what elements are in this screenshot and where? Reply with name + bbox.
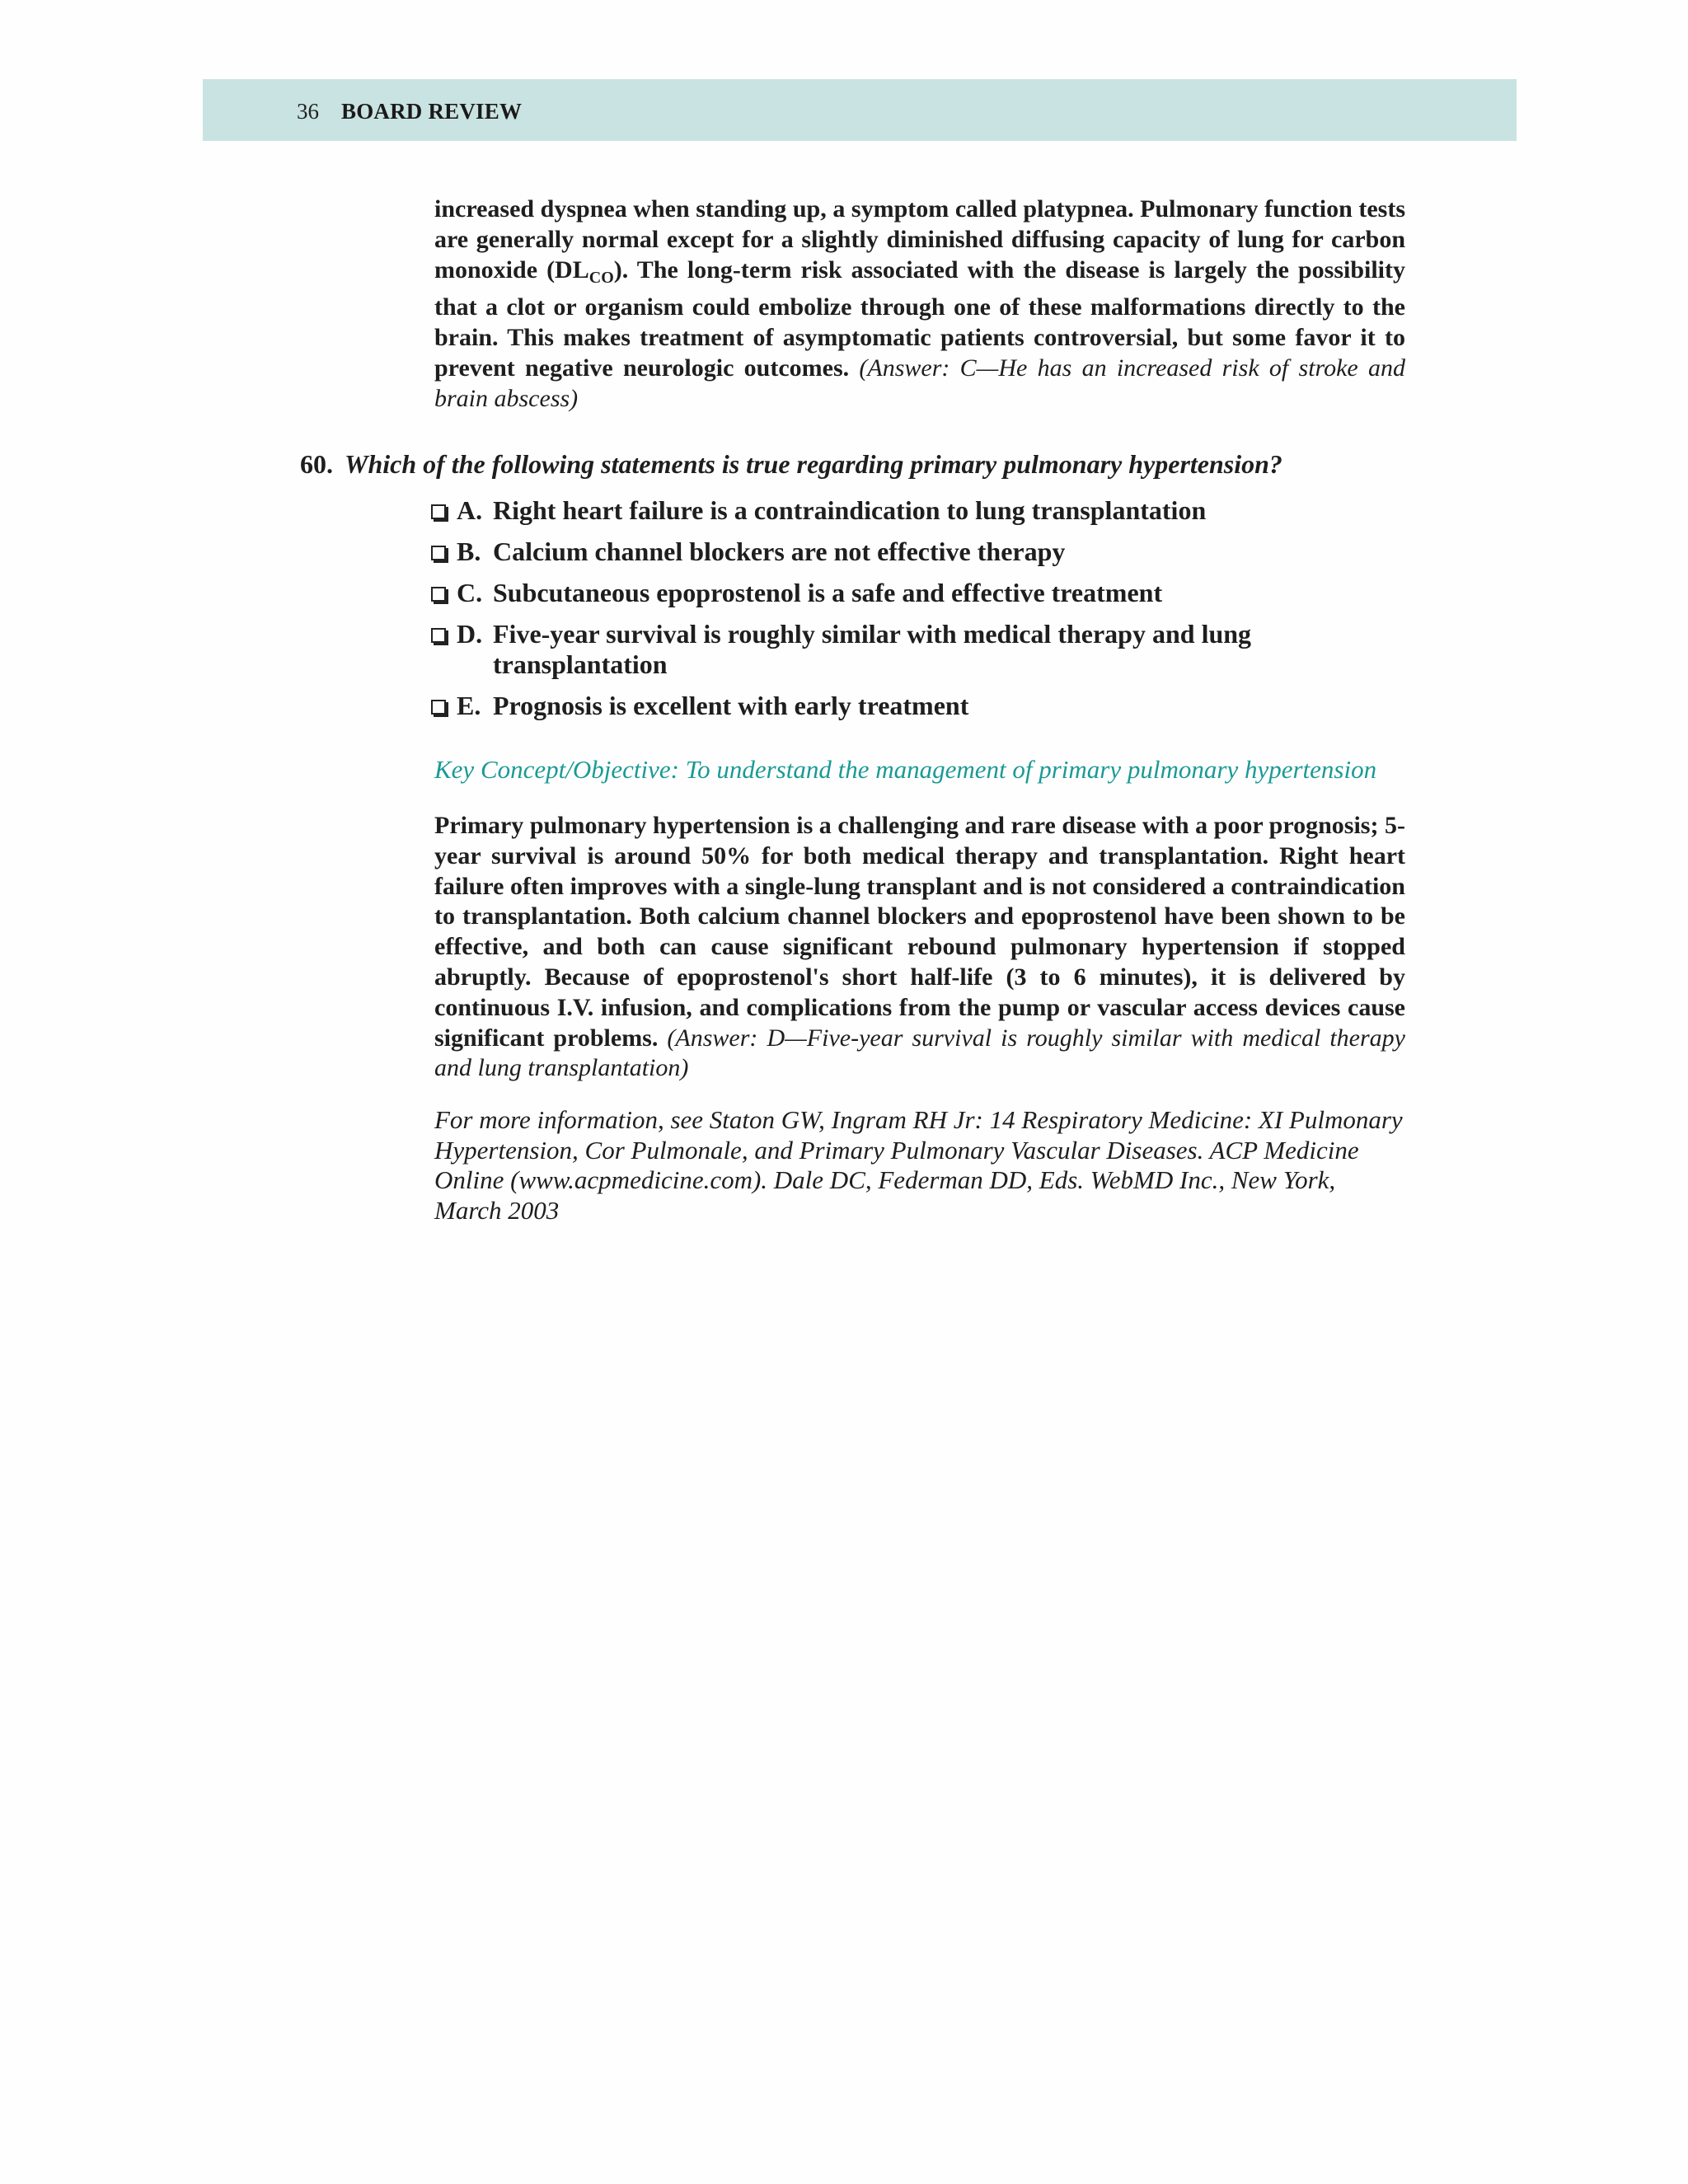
checkbox-icon[interactable]: [431, 628, 446, 643]
dlco-subscript: CO: [588, 268, 614, 287]
option-text: Right heart failure is a contraindication to lung transplantation: [493, 495, 1207, 525]
page-number: 36: [297, 99, 319, 124]
explanation-text-part1: increased dyspnea when standing up, a symptom called platypnea. Pulmonary function tests are generally normal except for a slightly diminished diffusing capacity of lung for carbon monoxide (DL: [434, 195, 1405, 284]
reference-citation: For more information, see Staton GW, Ingram RH Jr: 14 Respiratory Medicine: XI Pulmonary Hypertension, Cor Pulmonale, and Primary Pulmonary Vascular Diseases. ACP Medicine Online (www.acpmedicine.com). Dale DC, Federman DD, Eds. WebMD Inc., New York, March 2003: [434, 1105, 1403, 1225]
answer-options: [431, 495, 1420, 732]
option-letter: E.: [457, 691, 481, 720]
option-b[interactable]: [431, 537, 1420, 567]
previous-answer: (Answer: C—He has an increased risk of stroke and brain abscess): [434, 354, 1405, 412]
key-concept: Key Concept/Objective: To understand the management of primary pulmonary hypertension: [434, 755, 1377, 784]
running-title: BOARD REVIEW: [341, 99, 523, 124]
option-text: Calcium channel blockers are not effective therapy: [493, 537, 1066, 566]
option-c[interactable]: [431, 578, 1420, 608]
correct-answer: (Answer: D—Five-year survival is roughly similar with medical therapy and lung transplantation): [434, 1024, 1405, 1082]
previous-explanation-paragraph: [434, 194, 1405, 415]
running-header: [203, 79, 1517, 141]
checkbox-icon[interactable]: [431, 504, 446, 519]
option-text: Prognosis is excellent with early treatment: [493, 691, 969, 720]
option-letter: A.: [457, 495, 483, 525]
explanation-text-part2: ). The long-term risk associated with the disease is largely the possibility that a clot or organism could embolize through one of these malformations directly to the brain. This makes treatment of asymptomatic patients controversial, but some favor it to prevent negative neurologic outcomes.: [434, 255, 1406, 382]
option-letter: D.: [457, 619, 483, 649]
checkbox-icon[interactable]: [431, 587, 446, 602]
option-letter: B.: [457, 537, 481, 566]
question-number: 60.: [300, 449, 333, 479]
explanation-text: Primary pulmonary hypertension is a challenging and rare disease with a poor prognosis; 5-year survival is around 50% for both medical therapy and transplantation. Right heart failure often improves with a single-lung transplant and is not considered a contraindication to transplantation. Both calcium channel blockers and epoprostenol have been shown to be effective, and both can cause significant rebound pulmonary hypertension if stopped abruptly. Because of epoprostenol's short half-life (3 to 6 minutes), it is delivered by continuous I.V. infusion, and complications from the pump or vascular access devices cause significant problems.: [434, 812, 1405, 1052]
option-e[interactable]: [431, 691, 1420, 721]
question-text: Which of the following statements is true regarding primary pulmonary hypertension?: [345, 449, 1282, 479]
option-a[interactable]: [431, 495, 1420, 526]
option-text: Five-year survival is roughly similar with medical therapy and lung transplantation: [493, 619, 1252, 679]
checkbox-icon[interactable]: [431, 546, 446, 560]
previous-answer-section: [434, 194, 1405, 415]
answer-explanation-section: [434, 811, 1405, 1084]
question-60: [300, 448, 1454, 480]
option-text: Subcutaneous epoprostenol is a safe and effective treatment: [493, 578, 1163, 607]
explanation-paragraph: [434, 811, 1405, 1084]
checkbox-icon[interactable]: [431, 700, 446, 715]
option-d[interactable]: [431, 619, 1420, 680]
option-letter: C.: [457, 578, 483, 607]
